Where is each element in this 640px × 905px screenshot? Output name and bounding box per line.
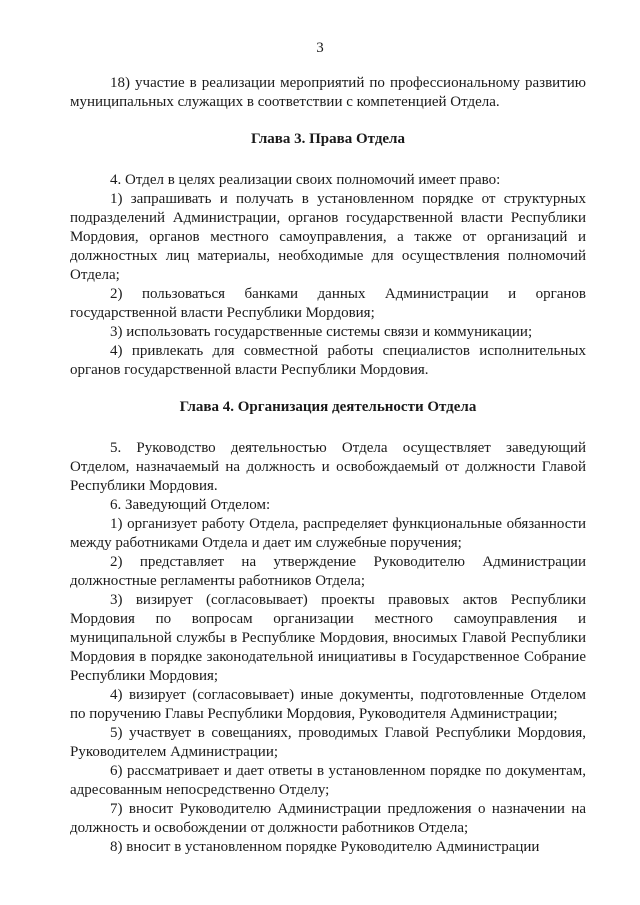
page-number: 3 — [316, 40, 324, 56]
chapter-4-heading: Глава 4. Организация деятельности Отдела — [179, 399, 477, 415]
chapter-4-item-7: 7) вносит Руководителю Администрации предложения о назначении на должность и освобождении от должности работников Отдела; — [70, 801, 586, 836]
item-18-paragraph: 18) участие в реализации мероприятий по профессиональному развитию муниципальных служащих в соответствии с компетенцией Отдела. — [70, 75, 586, 110]
chapter-4-item-5: 5) участвует в совещаниях, проводимых Главой Республики Мордовия, Руководителем Администрации; — [70, 725, 586, 760]
chapter-4-item-2: 2) представляет на утверждение Руководителю Администрации должностные регламенты работников Отдела; — [70, 554, 586, 589]
chapter-4-paragraph-6: 6. Заведующий Отделом: — [110, 497, 271, 513]
chapter-4-item-4: 4) визирует (согласовывает) иные документы, подготовленные Отделом по поручению Главы Республики Мордовия, Руководителя Администрации; — [70, 687, 586, 722]
chapter-4-paragraph-5: 5. Руководство деятельностью Отдела осуществляет заведующий Отделом, назначаемый на должность и освобождаемый от должности Главой Республики Мордовия. — [70, 440, 586, 494]
document-body — [70, 74, 586, 857]
chapter-3-item-3: 3) использовать государственные системы связи и коммуникации; — [110, 324, 533, 340]
chapter-3-item-1: 1) запрашивать и получать в установленном порядке от структурных подразделений Администрации, органов государственной власти Республики Мордовия, органов местного самоуправления, а также от организаций и должностных лиц материалы, необходимые для осуществления полномочий Отдела; — [70, 191, 586, 283]
chapter-3-intro: 4. Отдел в целях реализации своих полномочий имеет право: — [110, 172, 501, 188]
chapter-4-item-6: 6) рассматривает и дает ответы в установленном порядке по документам, адресованным непосредственно Отделу; — [70, 763, 586, 798]
chapter-3-item-4: 4) привлекать для совместной работы специалистов исполнительных органов государственной власти Республики Мордовия. — [70, 343, 586, 378]
chapter-4-item-3: 3) визирует (согласовывает) проекты правовых актов Республики Мордовия по вопросам организации местного самоуправления и муниципальной службы в Республике Мордовия, вносимых Главой Республики Мордовия в порядке законодательной инициативы в Государственное Собрание Республики Мордовия; — [70, 592, 586, 684]
chapter-4-item-1: 1) организует работу Отдела, распределяет функциональные обязанности между работниками Отдела и дает им служебные поручения; — [70, 516, 586, 551]
chapter-4-item-8: 8) вносит в установленном порядке Руководителю Администрации — [110, 839, 540, 855]
chapter-3-heading: Глава 3. Права Отдела — [251, 131, 405, 147]
chapter-3-item-2: 2) пользоваться банками данных Администрации и органов государственной власти Республики Мордовия; — [70, 286, 586, 321]
